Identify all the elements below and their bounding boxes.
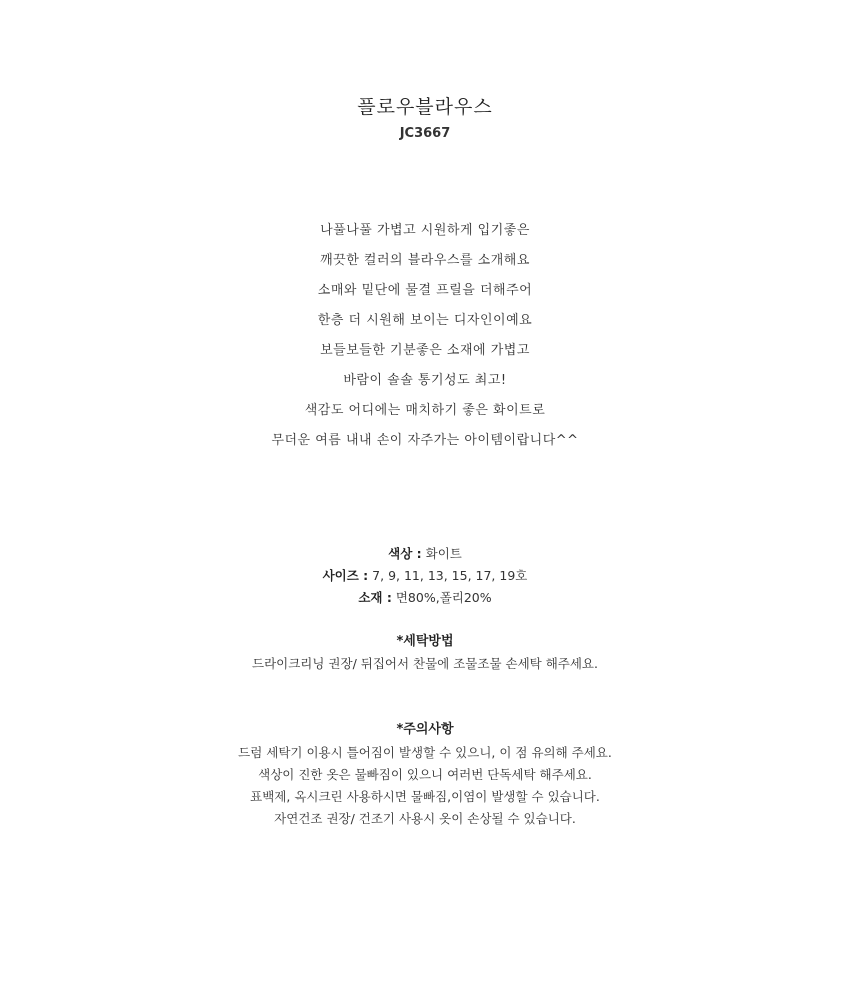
caution-heading: *주의사항	[396, 722, 454, 737]
description-line: 보들보들한 기분좋은 소재에 가볍고	[320, 343, 530, 358]
spec-material-value: 면80%,폴리20%	[395, 590, 492, 605]
spec-color	[0, 544, 850, 564]
caution-line: 자연건조 권장/ 건조기 사용시 옷이 손상될 수 있습니다.	[274, 811, 576, 826]
description-line: 색감도 어디에는 매치하기 좋은 화이트로	[304, 403, 546, 418]
spec-color-label: 색상 :	[388, 546, 422, 561]
washing-text: 드라이크리닝 권장/ 뒤집어서 찬물에 조물조물 손세탁 해주세요.	[252, 656, 598, 671]
product-name: 플로우블라우스	[357, 96, 493, 118]
description-line: 소매와 밑단에 물결 프릴을 더해주어	[317, 283, 533, 298]
description-line: 무더운 여름 내내 손이 자주가는 아이템이랍니다^^	[271, 433, 579, 448]
caution-line: 드럼 세탁기 이용시 틀어짐이 발생할 수 있으니, 이 점 유의해 주세요.	[238, 745, 612, 760]
caution-line: 색상이 진한 옷은 물빠짐이 있으니 여러번 단독세탁 해주세요.	[258, 767, 592, 782]
caution-line: 표백제, 옥시크린 사용하시면 물빠짐,이염이 발생할 수 있습니다.	[250, 789, 600, 804]
description-line: 한층 더 시원해 보이는 디자인이예요	[317, 313, 533, 328]
washing-heading: *세탁방법	[396, 634, 454, 649]
spec-color-value: 화이트	[425, 546, 462, 561]
spec-material	[0, 588, 850, 608]
description-line: 바람이 솔솔 통기성도 최고!	[343, 373, 507, 388]
spec-material-label: 소재 :	[358, 590, 392, 605]
spec-size-value: 7, 9, 11, 13, 15, 17, 19호	[372, 568, 528, 583]
spec-size-label: 사이즈 :	[322, 568, 369, 583]
product-code: JC3667	[399, 126, 451, 141]
description-line: 깨끗한 컬러의 블라우스를 소개해요	[320, 253, 530, 268]
spec-size	[0, 566, 850, 586]
description-line: 나풀나풀 가볍고 시원하게 입기좋은	[320, 223, 530, 238]
